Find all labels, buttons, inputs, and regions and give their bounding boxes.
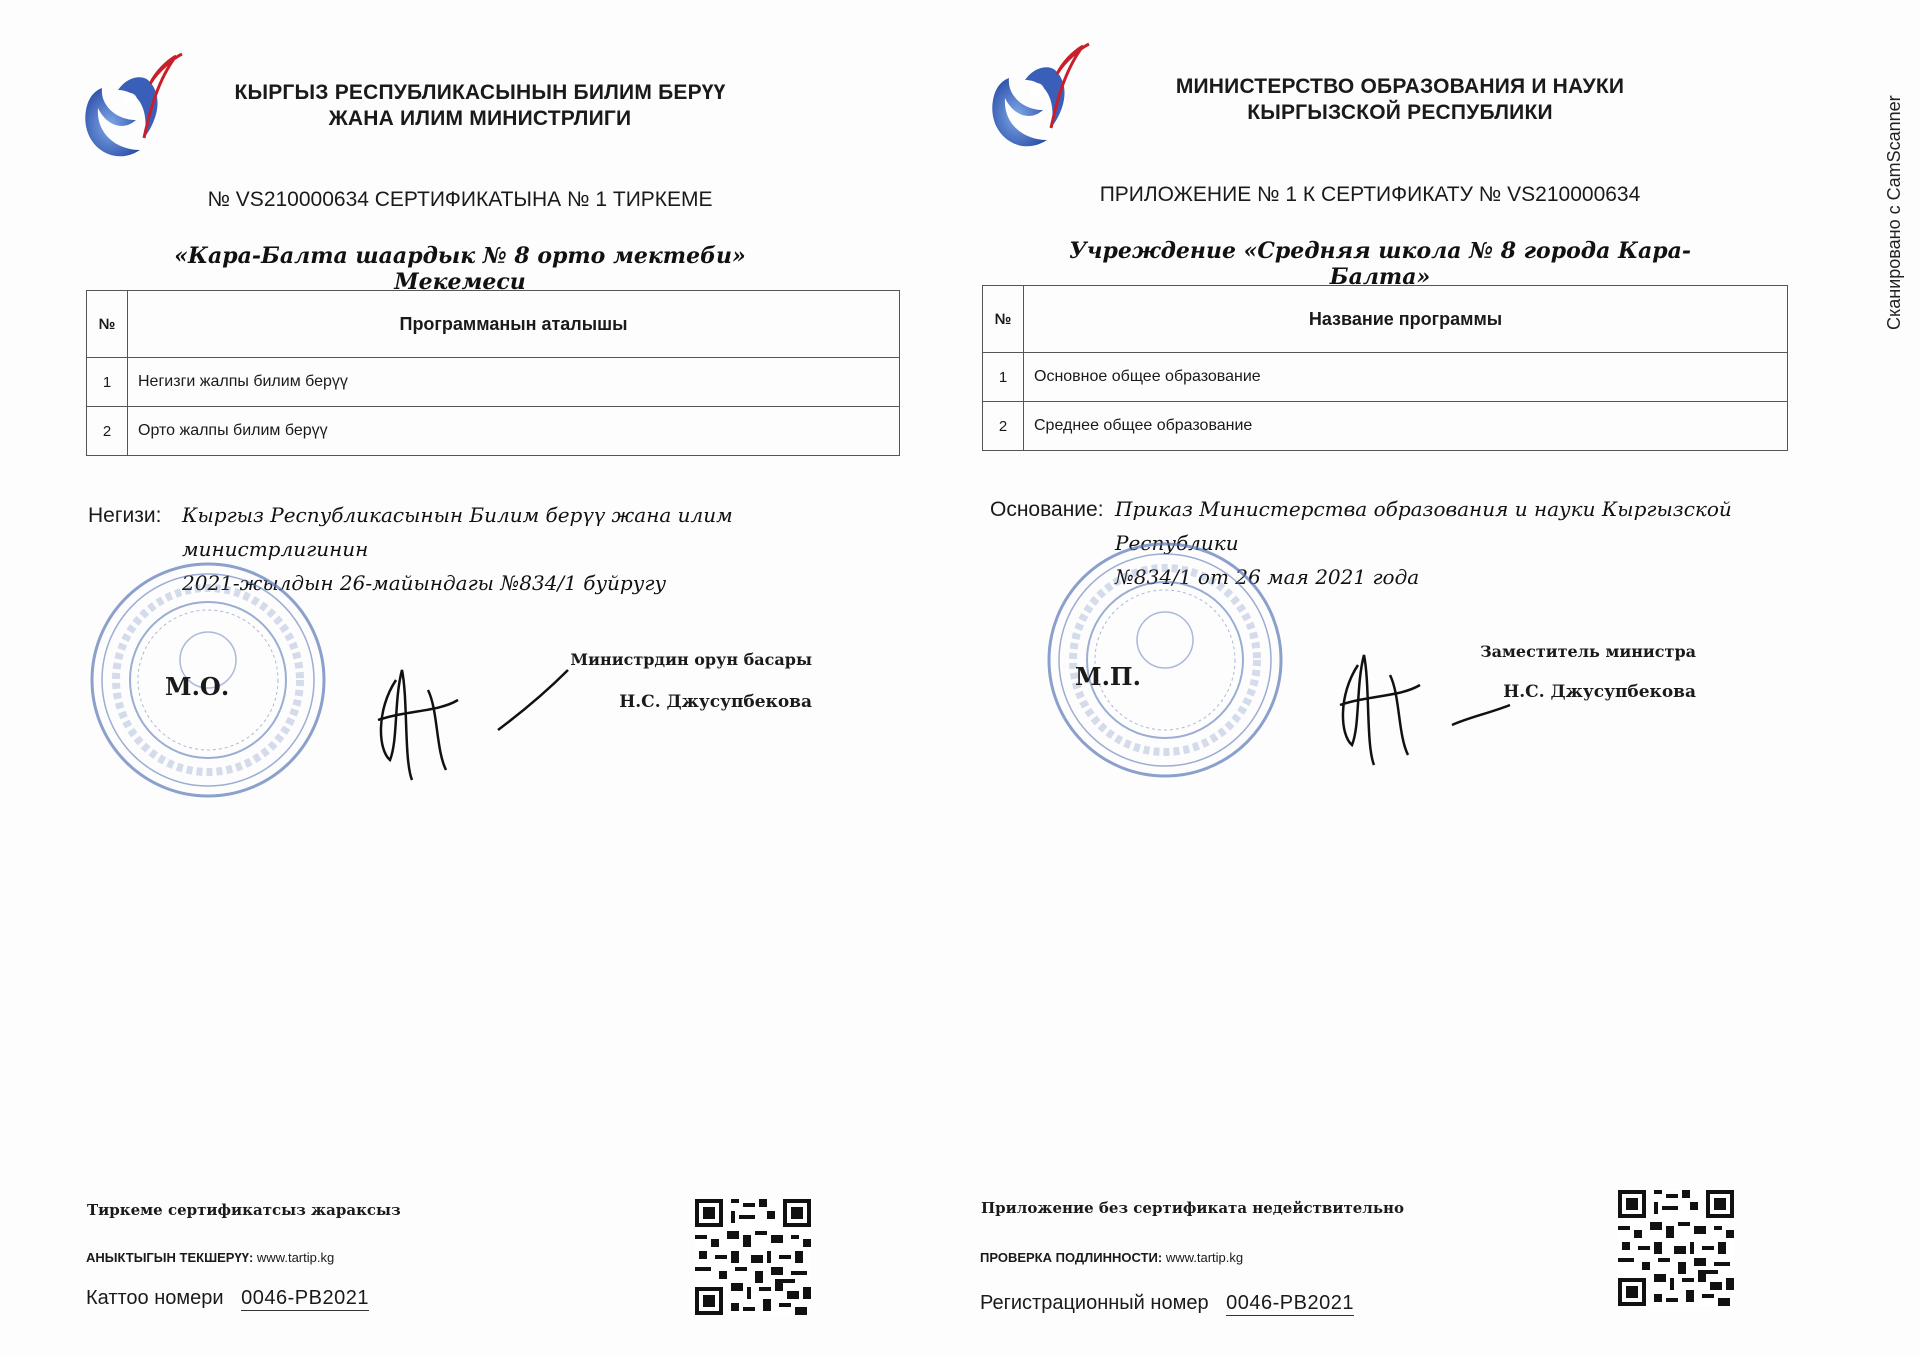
program-name: Орто жалпы билим берүү — [128, 407, 900, 456]
table-row — [87, 358, 900, 407]
registration-label: Каттоо номери — [86, 1287, 224, 1309]
signer-role: Заместитель министра — [1480, 642, 1696, 661]
basis-label: Негизи: — [88, 504, 162, 527]
signer-name: Н.С. Джусупбекова — [619, 692, 812, 712]
basis-label: Основание: — [990, 498, 1104, 521]
basis-line-2: 2021-жылдын 26-майындагы №834/1 буйругу — [182, 571, 667, 595]
registration-line — [980, 1292, 1354, 1316]
table-row — [983, 353, 1788, 402]
ministry-logo-icon — [78, 50, 188, 170]
institution-name: «Кара-Балта шаардык № 8 орто мектеби» Мекемеси — [174, 243, 746, 295]
ministry-line-2: КЫРГЫЗСКОЙ РЕСПУБЛИКИ — [1247, 101, 1553, 124]
verification-label: ПРОВЕРКА ПОДЛИННОСТИ: — [980, 1250, 1163, 1265]
qr-code-icon[interactable] — [1618, 1183, 1734, 1313]
ministry-line-1: МИНИСТЕРСТВО ОБРАЗОВАНИЯ И НАУКИ — [1175, 75, 1625, 98]
ministry-line-1: КЫРГЫЗ РЕСПУБЛИКАСЫНЫН БИЛИМ БЕРҮҮ — [234, 81, 726, 104]
appendix-title: № VS210000634 СЕРТИФИКАТЫНА № 1 ТИРКЕМЕ — [207, 188, 713, 211]
qr-code-icon[interactable] — [695, 1192, 811, 1322]
verification-line — [980, 1250, 1243, 1265]
registration-line — [86, 1287, 369, 1311]
row-number: 2 — [983, 402, 1024, 451]
table-header-row — [983, 286, 1788, 353]
program-name: Среднее общее образование — [1024, 402, 1788, 451]
column-header-program-name: Название программы — [1024, 286, 1788, 353]
signer-name: Н.С. Джусупбекова — [1503, 682, 1696, 702]
validity-note: Тиркеме сертификатсыз жараксыз — [87, 1201, 401, 1219]
signer-role: Министрдин орун басары — [570, 650, 812, 669]
ministry-name — [1100, 74, 1700, 126]
table-row — [983, 402, 1788, 451]
russian-half — [900, 0, 1800, 1357]
scanner-watermark-text: Сканировано с CamScanner — [1884, 95, 1904, 330]
kyrgyz-half — [0, 0, 900, 1357]
registration-number: 0046-РВ2021 — [1226, 1292, 1354, 1314]
program-table — [86, 290, 900, 456]
appendix-title: ПРИЛОЖЕНИЕ № 1 К СЕРТИФИКАТУ № VS210000634 — [1099, 183, 1641, 206]
ministry-line-2: ЖАНА ИЛИМ МИНИСТРЛИГИ — [328, 107, 632, 130]
table-header-row — [87, 291, 900, 358]
basis-line-2: №834/1 от 26 мая 2021 года — [1115, 565, 1420, 589]
stamp-label: М.П. — [1075, 662, 1141, 691]
official-seal-icon — [1045, 540, 1285, 780]
program-name: Основное общее образование — [1024, 353, 1788, 402]
institution-name: Учреждение «Средняя школа № 8 города Кара-Балта» — [1068, 238, 1692, 290]
stamp-label: М.О. — [165, 672, 230, 701]
basis-line-1: Кыргыз Республикасынын Билим берүү жана илим министрлигинин — [182, 503, 733, 561]
ministry-logo-icon — [985, 40, 1095, 160]
column-header-number: № — [983, 286, 1024, 353]
program-name: Негизги жалпы билим берүү — [128, 358, 900, 407]
verification-line — [86, 1250, 334, 1265]
column-header-program-name: Программанын аталышы — [128, 291, 900, 358]
basis-line-1: Приказ Министерства образования и науки Кыргызской Республики — [1115, 497, 1732, 555]
row-number: 2 — [87, 407, 128, 456]
validity-note: Приложение без сертификата недействительно — [981, 1199, 1405, 1217]
column-header-number: № — [87, 291, 128, 358]
row-number: 1 — [983, 353, 1024, 402]
verification-label: АНЫКТЫГЫН ТЕКШЕРҮҮ: — [86, 1250, 254, 1265]
program-table — [982, 285, 1788, 451]
verification-site-link[interactable]: www.tartip.kg — [256, 1250, 335, 1265]
scanner-watermark — [1880, 40, 1910, 340]
verification-site-link[interactable]: www.tartip.kg — [1165, 1250, 1244, 1265]
registration-label: Регистрационный номер — [980, 1292, 1209, 1314]
ministry-name — [200, 80, 760, 132]
row-number: 1 — [87, 358, 128, 407]
registration-number: 0046-РВ2021 — [241, 1287, 369, 1309]
table-row — [87, 407, 900, 456]
